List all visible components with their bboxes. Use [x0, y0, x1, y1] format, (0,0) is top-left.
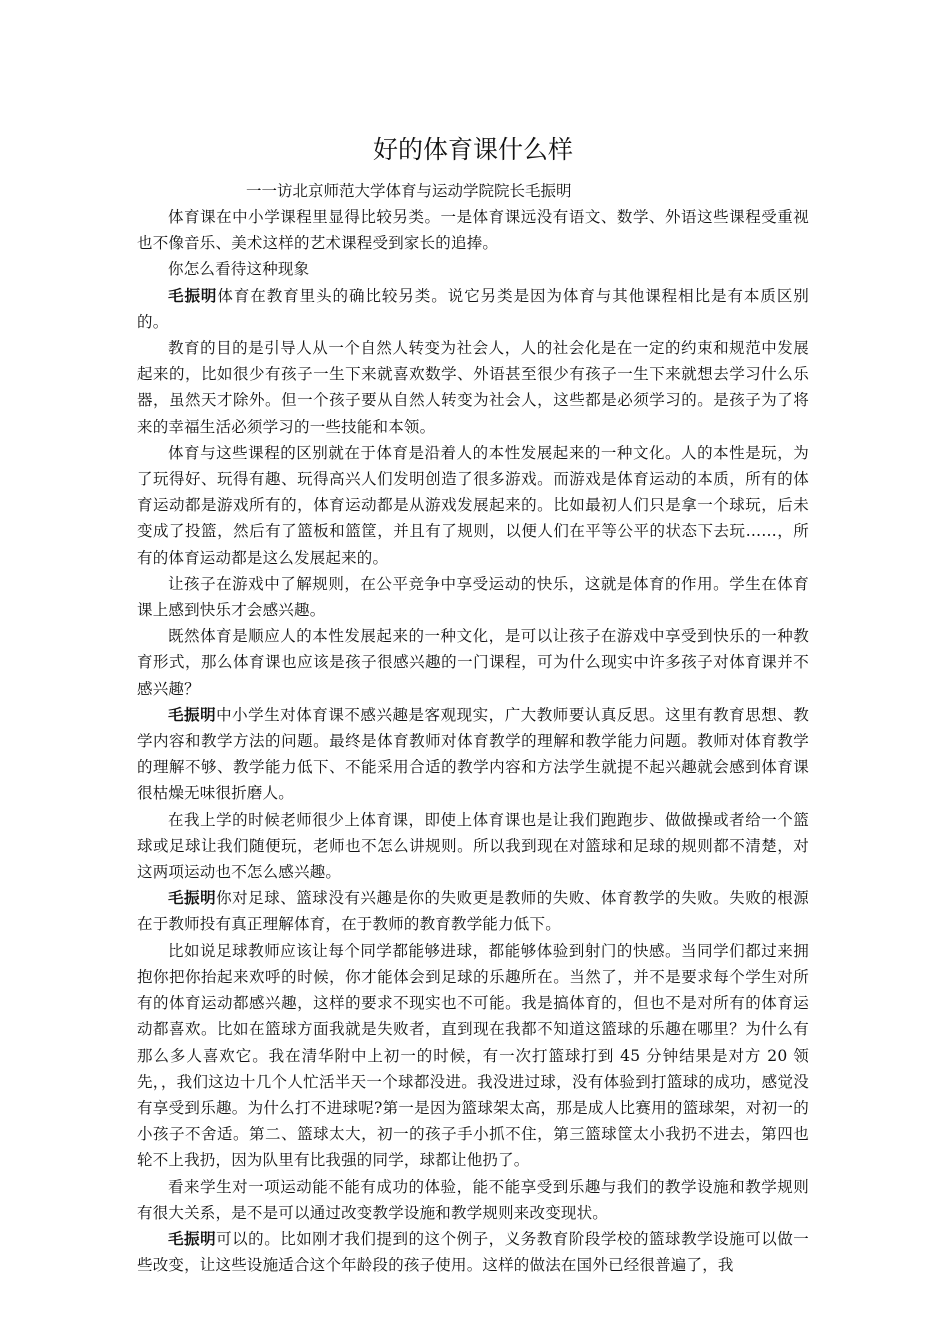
paragraph-text: 既然体育是顺应人的本性发展起来的一种文化，是可以让孩子在游戏中享受到快乐的一种教育形式，那么体育课也应该是孩子很感兴趣的一门课程，可为什么现实中许多孩子对体育课并不感兴趣？ — [137, 627, 809, 698]
paragraph-text: 你对足球、篮球没有兴趣是你的失败更是教师的失败、体育教学的失败。失败的根源在于教师投有真正理解体育，在于教师的教育教学能力低下。 — [137, 889, 809, 934]
paragraph-6 — [137, 571, 809, 623]
paragraph-4 — [137, 335, 809, 440]
paragraph-10 — [137, 885, 809, 937]
speaker-name: 毛振明 — [168, 888, 217, 908]
paragraph-13 — [137, 1226, 809, 1278]
paragraph-8 — [137, 702, 809, 807]
paragraph-text: 比如说足球教师应该让每个同学都能够进球，都能够体验到射门的快感。当同学们都过来拥抱你把你抬起来欢呼的时候，你才能体会到足球的乐趣所在。当然了，并不是要求每个学生对所有的体育运动都感兴趣，这样的要求不现实也不可能。我是搞体育的，但也不是对所有的体育运动都喜欢。比如在篮球方面我就是失败者，直到现在我都不知道这篮球的乐趣在哪里？为什么有那么多人喜欢它。我在清华附中上初一的时候，有一次打篮球打到 45 分钟结果是对方 20 领先，，我们这边十几个人忙活半天一个球都没进。我没进过球，没有体验到打篮球的成功，感觉没有享受到乐趣。为什么打不进球呢?第一是因为篮球架太高，那是成人比赛用的篮球架，对初一的小孩子不舍适。第二、篮球太大，初一的孩子手小抓不住，第三篮球筐太小我扔不进去，第四也轮不上我扔，因为队里有比我强的同学，球都让他扔了。 — [137, 941, 809, 1170]
paragraph-text: 教育的目的是引导人从一个自然人转变为社会人，人的社会化是在一定的约束和规范中发展起来的，比如很少有孩子一生下来就喜欢数学、外语甚至很少有孩子一生下来就想去学习什么乐器，虽然天才除外。但一个孩子要从自然人转变为社会人，这些都是必须学习的。是孩子为了将来的幸福生活必须学习的一些技能和本领。 — [137, 339, 809, 436]
paragraph-1 — [137, 204, 809, 256]
paragraph-5 — [137, 440, 809, 571]
paragraph-text: 看来学生对一项运动能不能有成功的体验，能不能享受到乐趣与我们的教学设施和教学规则有很大关系，是不是可以通过改变教学设施和教学规则来改变现状。 — [137, 1177, 809, 1222]
paragraph-text: 你怎么看待这种现象 — [168, 260, 310, 279]
paragraph-text: 可以的。比如刚才我们提到的这个例子，义务教育阶段学校的篮球教学设施可以做一些改变，让这些设施适合这个年龄段的孩子使用。这样的做法在国外已经很普遍了，我 — [137, 1229, 809, 1275]
paragraph-text: 体育与这些课程的区别就在于体育是沿着人的本性发展起来的一种文化。人的本性是玩，为了玩得好、玩得有趣、玩得高兴人们发明创造了很多游戏。而游戏是体育运动的本质，所有的体育运动都是游戏所有的，体育运动都是从游戏发展起来的。比如最初人们只是拿一个球玩，后未变成了投篮，然后有了篮板和篮筐，并且有了规则，以便人们在平等公平的状态下去玩……，所有的体育运动都是这么发展起来的。 — [137, 443, 809, 567]
paragraph-9 — [137, 807, 809, 886]
document-page — [137, 128, 809, 1278]
paragraph-3 — [137, 283, 809, 335]
speaker-name: 毛振明 — [168, 1228, 217, 1248]
speaker-name: 毛振明 — [168, 704, 217, 724]
document-title: 好的体育课什么样 — [372, 135, 573, 164]
paragraph-text: 体育在教育里头的确比较另类。说它另类是因为体育与其他课程相比是有本质区别的。 — [137, 286, 810, 331]
paragraph-text: 中小学生对体育课不感兴趣是客观现实，广大教师要认真反思。这里有教育思想、教学内容和教学方法的问题。最终是体育教师对体育教学的理解和教学能力问题。教师对体育教学的理解不够、教学能力低下、不能采用合适的教学内容和方法学生就提不起兴趣就会感到体育课很枯燥无味很折磨人。 — [137, 705, 809, 803]
document-subtitle: 一一访北京师范大学体育与运动学院院长毛振明 — [246, 182, 572, 200]
paragraph-text: 在我上学的时候老师很少上体育课，即使上体育课也是让我们跑跑步、做做操或者给一个篮球或足球让我们随便玩，老师也不怎么讲规则。所以我到现在对篮球和足球的规则都不清楚，对这两项运动也不怎么感兴趣。 — [137, 810, 809, 882]
paragraph-11 — [137, 938, 809, 1174]
speaker-name: 毛振明 — [168, 285, 218, 305]
paragraph-text: 体育课在中小学课程里显得比较另类。一是体育课远没有语文、数学、外语这些课程受重视也不像音乐、美术这样的艺术课程受到家长的追捧。 — [137, 208, 809, 253]
paragraph-2 — [137, 256, 809, 282]
paragraph-text: 让孩子在游戏中了解规则，在公平竞争中享受运动的快乐，这就是体育的作用。学生在体育课上感到快乐才会感兴趣。 — [137, 574, 809, 620]
paragraph-12 — [137, 1174, 809, 1226]
paragraph-7 — [137, 623, 809, 702]
